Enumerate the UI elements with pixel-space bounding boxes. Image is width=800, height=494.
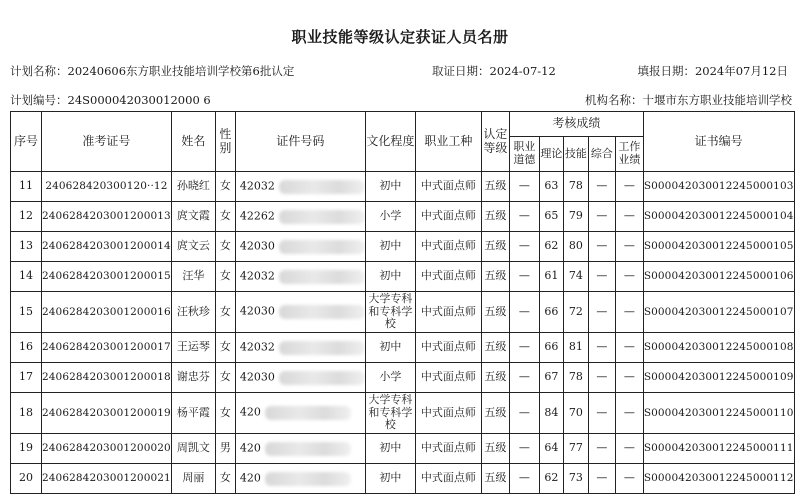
cell-id-no — [235, 434, 365, 464]
cell-education: 大学专科和专科学校 — [365, 292, 415, 333]
header-level: 认定等级 — [481, 112, 509, 172]
cell-id-no — [235, 464, 365, 494]
cell-ethics: — — [509, 333, 539, 363]
cell-ethics: — — [509, 393, 539, 434]
cell-name: 汪秋珍 — [171, 292, 215, 333]
id-number-visible-prefix: 42030 — [239, 370, 275, 384]
cell-education: 初中 — [365, 262, 415, 292]
cell-id-no — [235, 363, 365, 393]
header-work: 工作业绩 — [615, 137, 643, 172]
cell-skill: 74 — [563, 262, 588, 292]
cell-gender: 女 — [215, 292, 235, 333]
fill-date-line — [637, 63, 788, 79]
cell-occupation: 中式面点师 — [415, 232, 481, 262]
cell-occupation: 中式面点师 — [415, 292, 481, 333]
plan-no-value: 24S000042030012000 6 — [67, 93, 211, 107]
redacted-id-blur — [265, 472, 351, 486]
header-cert-no: 证书编号 — [643, 112, 794, 172]
cell-theory: 67 — [539, 363, 563, 393]
cell-composite: — — [588, 232, 615, 262]
cell-seq: 16 — [11, 333, 42, 363]
cell-id-no — [235, 262, 365, 292]
cell-ethics: — — [509, 434, 539, 464]
cell-ethics: — — [509, 292, 539, 333]
cell-composite: — — [588, 393, 615, 434]
cell-seq: 20 — [11, 464, 42, 494]
cell-gender: 女 — [215, 333, 235, 363]
header-gender: 性别 — [215, 112, 235, 172]
cell-ethics: — — [509, 232, 539, 262]
cell-cert-no: S000042030012245000111 — [643, 434, 794, 464]
redacted-id-blur — [279, 240, 365, 254]
header-composite: 综合 — [588, 137, 615, 172]
cell-exam-no: 240628420300120··12 — [42, 172, 172, 202]
cell-work: — — [615, 292, 643, 333]
table-row — [11, 232, 795, 262]
table-row — [11, 464, 795, 494]
plan-name-value: 20240606东方职业技能培训学校第6批认定 — [67, 64, 295, 78]
plan-name-label: 计划名称： — [10, 64, 68, 78]
cell-ethics: — — [509, 363, 539, 393]
header-name: 姓名 — [171, 112, 215, 172]
header-skill: 技能 — [563, 137, 588, 172]
cell-work: — — [615, 464, 643, 494]
table-row — [11, 333, 795, 363]
cell-composite: — — [588, 434, 615, 464]
cell-name: 杨平霞 — [171, 393, 215, 434]
cell-work: — — [615, 434, 643, 464]
cell-level: 五级 — [481, 393, 509, 434]
cell-id-no — [235, 333, 365, 363]
cell-skill: 70 — [563, 393, 588, 434]
cell-seq: 15 — [11, 292, 42, 333]
table-row — [11, 363, 795, 393]
redacted-id-blur — [279, 210, 365, 224]
header-exam-no: 准考证号 — [42, 112, 172, 172]
cert-date-line — [432, 63, 556, 79]
plan-no-label: 计划编号： — [10, 93, 68, 107]
cell-work: — — [615, 333, 643, 363]
redacted-id-blur — [265, 406, 351, 420]
cell-id-no — [235, 172, 365, 202]
cell-composite: — — [588, 464, 615, 494]
cell-theory: 66 — [539, 292, 563, 333]
cell-level: 五级 — [481, 434, 509, 464]
fill-date-label: 填报日期： — [637, 64, 695, 78]
id-number-visible-prefix: 42032 — [239, 269, 275, 283]
header-scores: 考核成绩 — [509, 112, 643, 137]
cell-seq: 18 — [11, 393, 42, 434]
cell-occupation: 中式面点师 — [415, 363, 481, 393]
cell-occupation: 中式面点师 — [415, 393, 481, 434]
cell-education: 小学 — [365, 363, 415, 393]
cell-seq: 17 — [11, 363, 42, 393]
cert-date-label: 取证日期： — [432, 64, 490, 78]
cell-gender: 女 — [215, 464, 235, 494]
cell-cert-no: S000042030012245000110 — [643, 393, 794, 434]
cell-exam-no: 2406284203001200018 — [42, 363, 172, 393]
cell-occupation: 中式面点师 — [415, 172, 481, 202]
cell-composite: — — [588, 202, 615, 232]
cell-gender: 女 — [215, 393, 235, 434]
cell-name: 周丽 — [171, 464, 215, 494]
cell-work: — — [615, 262, 643, 292]
cell-work: — — [615, 363, 643, 393]
redacted-id-blur — [279, 371, 365, 385]
cell-skill: 73 — [563, 464, 588, 494]
redacted-id-blur — [279, 341, 365, 355]
redacted-id-blur — [279, 305, 365, 319]
cert-date-value: 2024-07-12 — [489, 64, 556, 78]
cell-cert-no: S000042030012245000105 — [643, 232, 794, 262]
roster-body — [11, 172, 795, 494]
cell-level: 五级 — [481, 333, 509, 363]
cell-occupation: 中式面点师 — [415, 434, 481, 464]
cell-seq: 12 — [11, 202, 42, 232]
cell-cert-no: S000042030012245000112 — [643, 464, 794, 494]
header-theory: 理论 — [539, 137, 563, 172]
header-occupation: 职业工种 — [415, 112, 481, 172]
cell-occupation: 中式面点师 — [415, 464, 481, 494]
cell-name: 汪华 — [171, 262, 215, 292]
cell-skill: 79 — [563, 202, 588, 232]
cell-name: 孙晓红 — [171, 172, 215, 202]
header-ethics: 职业道德 — [509, 137, 539, 172]
id-number-visible-prefix: 420 — [239, 441, 261, 455]
cell-exam-no: 2406284203001200019 — [42, 393, 172, 434]
table-row — [11, 292, 795, 333]
cell-seq: 13 — [11, 232, 42, 262]
cell-level: 五级 — [481, 172, 509, 202]
cell-name: 谢忠芬 — [171, 363, 215, 393]
cell-theory: 64 — [539, 434, 563, 464]
id-number-visible-prefix: 42030 — [239, 239, 275, 253]
cell-cert-no: S000042030012245000109 — [643, 363, 794, 393]
id-number-visible-prefix: 420 — [239, 405, 261, 419]
cell-seq: 11 — [11, 172, 42, 202]
cell-composite: — — [588, 292, 615, 333]
cell-exam-no: 2406284203001200014 — [42, 232, 172, 262]
cell-gender: 女 — [215, 232, 235, 262]
cell-gender: 女 — [215, 172, 235, 202]
cell-level: 五级 — [481, 363, 509, 393]
cell-gender: 女 — [215, 363, 235, 393]
cell-id-no — [235, 202, 365, 232]
cell-ethics: — — [509, 202, 539, 232]
cell-ethics: — — [509, 172, 539, 202]
cell-skill: 78 — [563, 363, 588, 393]
table-row — [11, 393, 795, 434]
cell-name: 庹文云 — [171, 232, 215, 262]
cell-work: — — [615, 202, 643, 232]
plan-name-line — [10, 63, 294, 79]
plan-no-line — [10, 92, 211, 108]
cell-education: 初中 — [365, 464, 415, 494]
cell-level: 五级 — [481, 202, 509, 232]
cell-theory: 62 — [539, 232, 563, 262]
cell-name: 王运琴 — [171, 333, 215, 363]
cell-seq: 19 — [11, 434, 42, 464]
id-number-visible-prefix: 42032 — [239, 179, 275, 193]
cell-composite: — — [588, 333, 615, 363]
cell-occupation: 中式面点师 — [415, 202, 481, 232]
cell-education: 初中 — [365, 172, 415, 202]
redacted-id-blur — [265, 442, 351, 456]
cell-name: 庹文霞 — [171, 202, 215, 232]
cell-work: — — [615, 172, 643, 202]
id-number-visible-prefix: 42030 — [239, 304, 275, 318]
document-title: 职业技能等级认定获证人员名册 — [291, 28, 509, 46]
cell-education: 小学 — [365, 202, 415, 232]
cell-exam-no: 2406284203001200017 — [42, 333, 172, 363]
cell-gender: 女 — [215, 262, 235, 292]
cell-cert-no: S000042030012245000107 — [643, 292, 794, 333]
cell-occupation: 中式面点师 — [415, 262, 481, 292]
cell-cert-no: S000042030012245000106 — [643, 262, 794, 292]
cell-id-no — [235, 292, 365, 333]
id-number-visible-prefix: 42262 — [239, 209, 275, 223]
fill-date-value: 2024年07月12日 — [694, 64, 788, 78]
cell-id-no — [235, 393, 365, 434]
cell-education: 大学专科和专科学校 — [365, 393, 415, 434]
cell-theory: 65 — [539, 202, 563, 232]
cell-gender: 男 — [215, 434, 235, 464]
org-label: 机构名称： — [585, 93, 643, 107]
cell-theory: 62 — [539, 464, 563, 494]
redacted-id-blur — [279, 270, 365, 284]
cell-theory: 61 — [539, 262, 563, 292]
org-value: 十堰市东方职业技能培训学校 — [642, 93, 792, 107]
cell-skill: 77 — [563, 434, 588, 464]
cell-theory: 63 — [539, 172, 563, 202]
table-row — [11, 172, 795, 202]
table-row — [11, 262, 795, 292]
cell-education: 初中 — [365, 434, 415, 464]
table-row — [11, 434, 795, 464]
id-number-visible-prefix: 420 — [239, 471, 261, 485]
cell-cert-no: S000042030012245000103 — [643, 172, 794, 202]
roster-table — [10, 111, 795, 494]
header-id-no: 证件号码 — [235, 112, 365, 172]
cell-skill: 80 — [563, 232, 588, 262]
cell-level: 五级 — [481, 262, 509, 292]
cell-work: — — [615, 232, 643, 262]
cell-exam-no: 2406284203001200013 — [42, 202, 172, 232]
cell-education: 初中 — [365, 333, 415, 363]
cell-level: 五级 — [481, 292, 509, 333]
cell-exam-no: 2406284203001200021 — [42, 464, 172, 494]
cell-level: 五级 — [481, 232, 509, 262]
cell-skill: 72 — [563, 292, 588, 333]
cell-occupation: 中式面点师 — [415, 333, 481, 363]
cell-education: 初中 — [365, 232, 415, 262]
cell-composite: — — [588, 172, 615, 202]
header-seq: 序号 — [11, 112, 42, 172]
cell-cert-no: S000042030012245000104 — [643, 202, 794, 232]
cell-gender: 女 — [215, 202, 235, 232]
cell-theory: 84 — [539, 393, 563, 434]
cell-composite: — — [588, 262, 615, 292]
cell-exam-no: 2406284203001200015 — [42, 262, 172, 292]
cell-exam-no: 2406284203001200020 — [42, 434, 172, 464]
cell-theory: 66 — [539, 333, 563, 363]
cell-level: 五级 — [481, 464, 509, 494]
cell-ethics: — — [509, 262, 539, 292]
org-line — [585, 92, 792, 108]
cell-name: 周凯文 — [171, 434, 215, 464]
header-education: 文化程度 — [365, 112, 415, 172]
id-number-visible-prefix: 42032 — [239, 340, 275, 354]
cell-skill: 81 — [563, 333, 588, 363]
cell-skill: 78 — [563, 172, 588, 202]
cell-id-no — [235, 232, 365, 262]
cell-work: — — [615, 393, 643, 434]
cell-composite: — — [588, 363, 615, 393]
cell-cert-no: S000042030012245000108 — [643, 333, 794, 363]
cell-exam-no: 2406284203001200016 — [42, 292, 172, 333]
cell-seq: 14 — [11, 262, 42, 292]
cell-ethics: — — [509, 464, 539, 494]
redacted-id-blur — [279, 180, 365, 194]
table-row — [11, 202, 795, 232]
